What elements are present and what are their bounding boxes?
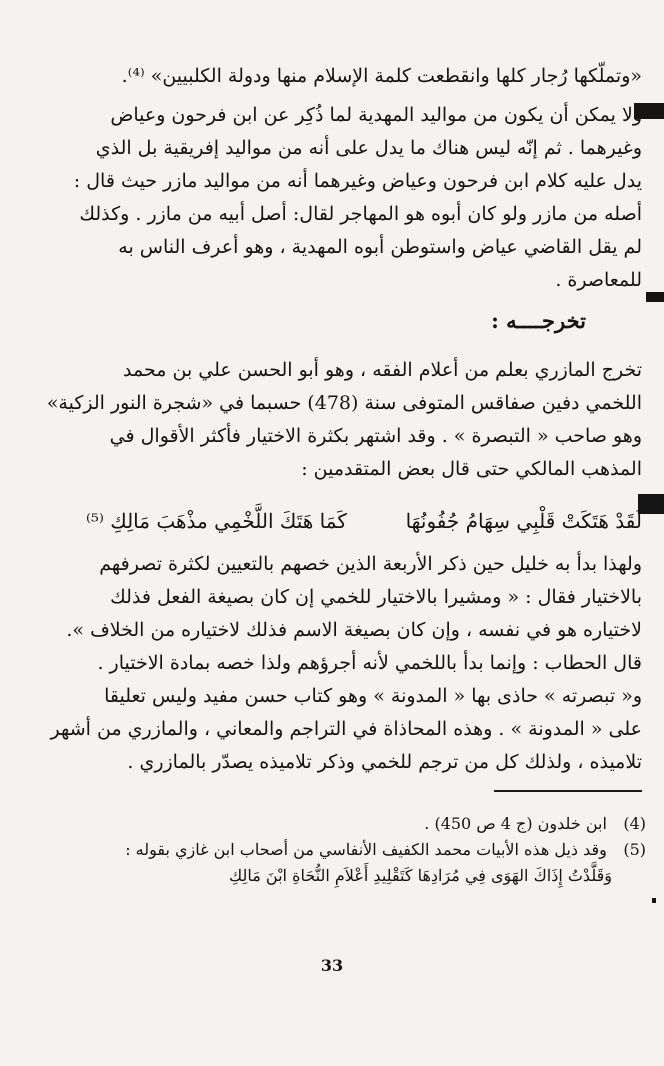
footnote-5 bbox=[86, 838, 646, 862]
text-line: وغيرهما . ثم إنّه ليس هناك ما يدل على أنه من مواليد إفريقية بل الذي bbox=[95, 137, 642, 159]
text-line: قال الحطاب : وإنما بدأ باللخمي لأنه أجرؤهم ولذا خصه بمادة الاختيار . bbox=[97, 652, 642, 674]
scan-edge-mark-mid bbox=[646, 292, 664, 302]
text-line: المذهب المالكي حتى قال بعض المتقدمين : bbox=[301, 458, 642, 480]
text-line: وهو صاحب « التبصرة » . وقد اشتهر بكثرة الاختيار فأكثر الأقوال في bbox=[109, 425, 642, 447]
paragraph-middle bbox=[46, 354, 642, 486]
text-line: أصله من مازر ولو كان أبوه هو المهاجر لقال: أصل أبيه من مازر . وكذلك bbox=[79, 203, 642, 225]
footnote-text: ابن خلدون (ج 4 ص 450) . bbox=[424, 814, 607, 833]
text-line: ولا يمكن أن يكون من مواليد المهدية لما ذُكِر عن ابن فرحون وعياض bbox=[110, 104, 642, 126]
text-line: تلاميذه ، ولذلك كل من ترجم للخمي وذكر تلاميذه يصدّر بالمازري . bbox=[127, 751, 642, 773]
footnote-separator bbox=[494, 790, 642, 792]
scan-edge-dot bbox=[652, 898, 656, 903]
footnote-text: وقد ذيل هذه الأبيات محمد الكفيف الأنفاسي من أصحاب ابن غازي بقوله : bbox=[125, 840, 607, 859]
text-line: لم يقل القاضي عياض واستوطن أبوه المهدية ، وهو أعرف الناس به bbox=[118, 236, 642, 258]
text-line: بالاختيار فقال : « ومشيرا بالاختيار للخمي إن كان بصيغة الفعل فذلك bbox=[110, 586, 642, 608]
section-heading: تخرجــــه : bbox=[491, 308, 586, 333]
footnote-number: (5) bbox=[623, 840, 646, 859]
verse-second-hemistich: كَمَا هَتَكَ اللَّخْمِي مذْهَبَ مَالِكِ ⁽⁵⁾ bbox=[86, 509, 347, 533]
text-line: للمعاصرة . bbox=[555, 269, 642, 291]
text-line: اللخمي دفين صفاقس المتوفى سنة (478) حسبما في «شجرة النور الزكية» bbox=[46, 392, 642, 414]
paragraph-top bbox=[73, 60, 642, 297]
footnote-5-verse bbox=[86, 864, 646, 888]
footnote-verse-text: وَقَلَّدْتُ إِذَاكَ الهَوَى فِي مُرَادِهَا كَتَقْلِيدِ أَعْلاَمِ النُّحَاةِ ابْنَ مَالِكِ bbox=[229, 866, 612, 885]
text-line: و« تبصرته » حاذى بها « المدونة » وهو كتاب حسن مفيد وليس تعليقا bbox=[104, 685, 642, 707]
page-number: 33 bbox=[320, 956, 344, 975]
text-line: يدل عليه كلام ابن فرحون وعياض وغيرهما أنه من مواليد مازر حيث قال : bbox=[73, 170, 642, 192]
poetry-verse bbox=[86, 503, 642, 539]
text-line: تخرج المازري بعلم من أعلام الفقه ، وهو أبو الحسن علي بن محمد bbox=[123, 359, 642, 381]
text-line: ولهذا بدأ به خليل حين ذكر الأربعة الذين خصهم بالتعيين لكثرة تصرفهم bbox=[99, 553, 642, 575]
paragraph-lower bbox=[50, 548, 642, 779]
text-line: «وتملّكها رُجار كلها وانقطعت كلمة الإسلام منها ودولة الكلبيين» ⁽⁴⁾. bbox=[121, 65, 642, 87]
text-line: لاختياره هو في نفسه ، وإن كان بصيغة الاسم فذلك لاختياره من الخلاف ». bbox=[66, 619, 642, 641]
footnote-number: (4) bbox=[623, 814, 646, 833]
verse-first-hemistich: لَقَدْ هَتَكَتْ قَلْبِي سِهَامُ جُفُونُهَا bbox=[405, 509, 642, 533]
footnote-4 bbox=[86, 812, 646, 836]
text-line: على « المدونة » . وهذه المحاذاة في التراجم والمعاني ، والمازري من أشهر bbox=[50, 718, 642, 740]
